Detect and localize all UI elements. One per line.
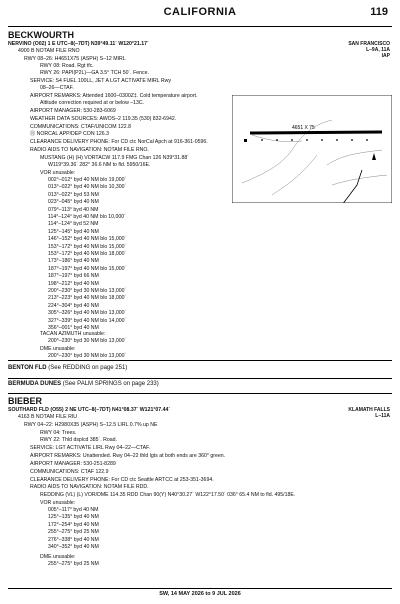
remarks-line: AIRPORT REMARKS: Unattended. Rwy 04–22 thld lgts at both ends are 360° green. xyxy=(30,453,226,459)
vor-unusable-item: 255°–275° byd 25 NM xyxy=(48,529,99,536)
rwy26-line: RWY 26: PAPI(P2L)—GA 3.5° TCH 50´. Fence. xyxy=(40,70,149,76)
sectional-name: KLAMATH FALLS xyxy=(348,407,390,413)
header-rule xyxy=(8,26,392,27)
runway-line: RWY 04–22: H2980X35 (ASPH) S–12.5 LIRL 0.7% up NE xyxy=(24,422,158,428)
chart-refs xyxy=(348,41,390,59)
benton-xref xyxy=(8,365,127,371)
vor-unusable-item: 172°–254° byd 40 NM xyxy=(48,521,99,528)
enroute-chart: L–11A xyxy=(375,413,390,419)
service-line: SERVICE: LGT ACTIVATE LIRL Rwy 04–22—CTAF. xyxy=(30,445,151,451)
remarks-line: AIRPORT REMARKS: Attended 1600–0300Z‡. Cold temperature airport. xyxy=(30,93,198,99)
airport-diagram xyxy=(232,95,392,203)
radio-aids-line: RADIO AIDS TO NAVIGATION: NOTAM FILE RNO. xyxy=(30,147,149,153)
tacan-header: TACAN AZIMUTH unusable: xyxy=(40,331,106,337)
airport-southard: SOUTHARD FLD (O55) 2 NE UTC–8(–7DT) N41°08.37´ W121°07.44´ xyxy=(8,407,171,413)
vor-unusable-item: 305°–326° byd 40 NM blo 13,000´ xyxy=(48,310,127,317)
vortac-line-2: W119°39.36´ 282° 36.6 NM to fld. 5950/16E. xyxy=(48,162,151,168)
vor-unusable-item: 002°–012° byd 40 NM blo 19,000´ xyxy=(48,177,127,183)
city-bieber: BIEBER xyxy=(8,396,43,406)
city-beckwourth: BECKWOURTH xyxy=(8,30,74,40)
comms-line: COMMUNICATIONS: CTAF/UNICOM 122.8 xyxy=(30,124,131,130)
service-line: SERVICE: S4 FUEL 100LL, JET A LGT ACTIVATE MIRL Rwy xyxy=(30,78,171,84)
iap-ref: IAP xyxy=(381,53,390,59)
runway-line: RWY 08–26: H4651X75 (ASPH) S–12 MIRL xyxy=(24,56,126,62)
rwy22-line: RWY 22: Thld dsplcd 385´. Road. xyxy=(40,437,117,443)
clearance-line: CLEARANCE DELIVERY PHONE: For CD ctc NorCal Apch at 916-361-0596. xyxy=(30,139,208,145)
vor-unusable-item: 153°–172° byd 40 NM blo 15,000´ xyxy=(48,243,127,250)
vor-unusable-item: 340°–352° byd 40 NM xyxy=(48,544,99,550)
airport-nervino: NERVINO (O02) 1 E UTC–8(–7DT) N39°49.11´ W120°21.17´ xyxy=(8,41,149,47)
section-rule xyxy=(8,393,392,394)
elev-line: 4163 B NOTAM FILE RIU xyxy=(18,414,77,420)
runway-dim-label: 4651 X 75 xyxy=(292,125,315,131)
footer-dates: SW, 14 MAY 2026 to 9 JUL 2026 xyxy=(159,591,241,597)
elev-line: 4900 B NOTAM FILE RNO xyxy=(18,48,80,54)
vor-line: REDDING (VL) (L) VOR/DME 114.35 RDD Chan 90(Y) N40°30.27´ W122°17.50´ 036° 65.4 NM to fld. 495/18E. xyxy=(40,492,296,498)
vor-unusable-item: 187°–197° byd 40 NM blo 15,000´ xyxy=(48,265,127,272)
vor-unusable-item: 005°–117° byd 40 NM xyxy=(48,507,99,513)
radio-aids-line: RADIO AIDS TO NAVIGATION: NOTAM FILE RDD. xyxy=(30,484,149,490)
vor-unusable-item: 114°–124° byd 52 NM xyxy=(48,221,99,228)
weather-line: WEATHER DATA SOURCES: AWOS–2 119.35 (530) 832-6942. xyxy=(30,116,177,122)
manager-line: AIRPORT MANAGER: 530-283-6069 xyxy=(30,108,116,114)
vor-unusable-item: 146°–152° byd 40 NM blo 15,000´ xyxy=(48,236,127,243)
vor-unusable-item: 327°–339° byd 40 NM blo 14,000´ xyxy=(48,317,127,324)
vor-unusable-item: 224°–304° byd 40 NM xyxy=(48,302,99,309)
dme-header: DME unusable: xyxy=(40,554,76,560)
section-rule xyxy=(8,378,392,379)
vor-unusable-item: 114°–124° byd 40 NM blo 10,000´ xyxy=(48,214,126,220)
vor-unusable-item: 125°–145° byd 40 NM xyxy=(48,228,99,235)
dme-item: 255°–275° byd 25 NM xyxy=(48,561,99,567)
vor-unusable-header: VOR unusable: xyxy=(40,170,76,176)
vor-unusable-header: VOR unusable: xyxy=(40,500,76,506)
dme-item: 200°–230° byd 30 NM blo 13,000´ xyxy=(48,353,127,359)
benton-name: BENTON FLD xyxy=(8,365,47,371)
vor-unusable-item: 276°–338° byd 40 NM xyxy=(48,536,99,543)
enroute-chart: L–9A, 11A xyxy=(366,47,390,53)
rwy08-line: RWY 08: Road. Rgt tfc. xyxy=(40,63,94,69)
sectional-name: SAN FRANCISCO xyxy=(348,41,390,47)
section-rule xyxy=(8,360,392,361)
chart-refs xyxy=(348,407,390,419)
vor-unusable-item: 198°–212° byd 40 NM xyxy=(48,280,99,287)
tacan-item: 200°–230° byd 30 NM blo 13,000´ xyxy=(48,338,127,344)
vor-unusable-item: 200°–230° byd 30 NM blo 13,000´ xyxy=(48,288,127,294)
footer-rule xyxy=(8,588,392,589)
vor-unusable-item: 013°–022° byd 40 NM blo 10,300´ xyxy=(48,184,127,191)
vor-unusable-item: 356°–001° byd 40 NM xyxy=(48,325,99,331)
vor-unusable-item: 213°–223° byd 40 NM blo 18,000´ xyxy=(48,295,127,302)
norcal-line: Ⓡ NORCAL APP/DEP CON 126.3 xyxy=(30,131,109,137)
vor-unusable-item: 187°–197° byd 66 NM xyxy=(48,273,99,280)
page-number: 119 xyxy=(370,6,388,18)
benton-ref: (See REDDING on page 251) xyxy=(48,365,128,371)
manager-line: AIRPORT MANAGER: 530-251-8289 xyxy=(30,461,116,467)
vor-unusable-item: 125°–135° byd 40 NM xyxy=(48,514,99,521)
comms-line: COMMUNICATIONS: CTAF 122.9 xyxy=(30,469,109,475)
rwy04-line: RWY 04: Trees. xyxy=(40,430,77,436)
bermuda-xref xyxy=(8,381,159,387)
vor-unusable-item: 079°–113° byd 40 NM xyxy=(48,206,99,213)
clearance-line: CLEARANCE DELIVERY PHONE: For CD ctc Seattle ARTCC at 253-351-3694. xyxy=(30,477,214,483)
vor-unusable-item: 153°–172° byd 40 NM blo 18,000´ xyxy=(48,251,127,257)
service-line-2: 08–26—CTAF. xyxy=(40,85,74,91)
remarks-line-2: Altitude correction required at or below –13C. xyxy=(40,100,145,106)
bermuda-name: BERMUDA DUNES xyxy=(8,381,62,387)
state-title: CALIFORNIA xyxy=(163,6,237,18)
vor-unusable-item: 013°–022° byd 53 NM xyxy=(48,191,99,198)
vor-unusable-item: 023°–045° byd 40 NM xyxy=(48,199,99,206)
vortac-line: MUSTANG (H) (H) VORTACW 117.9 FMG Chan 126 N39°31.88´ xyxy=(40,155,189,161)
dme-header: DME unusable: xyxy=(40,346,76,352)
vor-unusable-item: 173°–186° byd 40 NM xyxy=(48,258,99,265)
bermuda-ref: (See PALM SPRINGS on page 233) xyxy=(62,381,159,387)
